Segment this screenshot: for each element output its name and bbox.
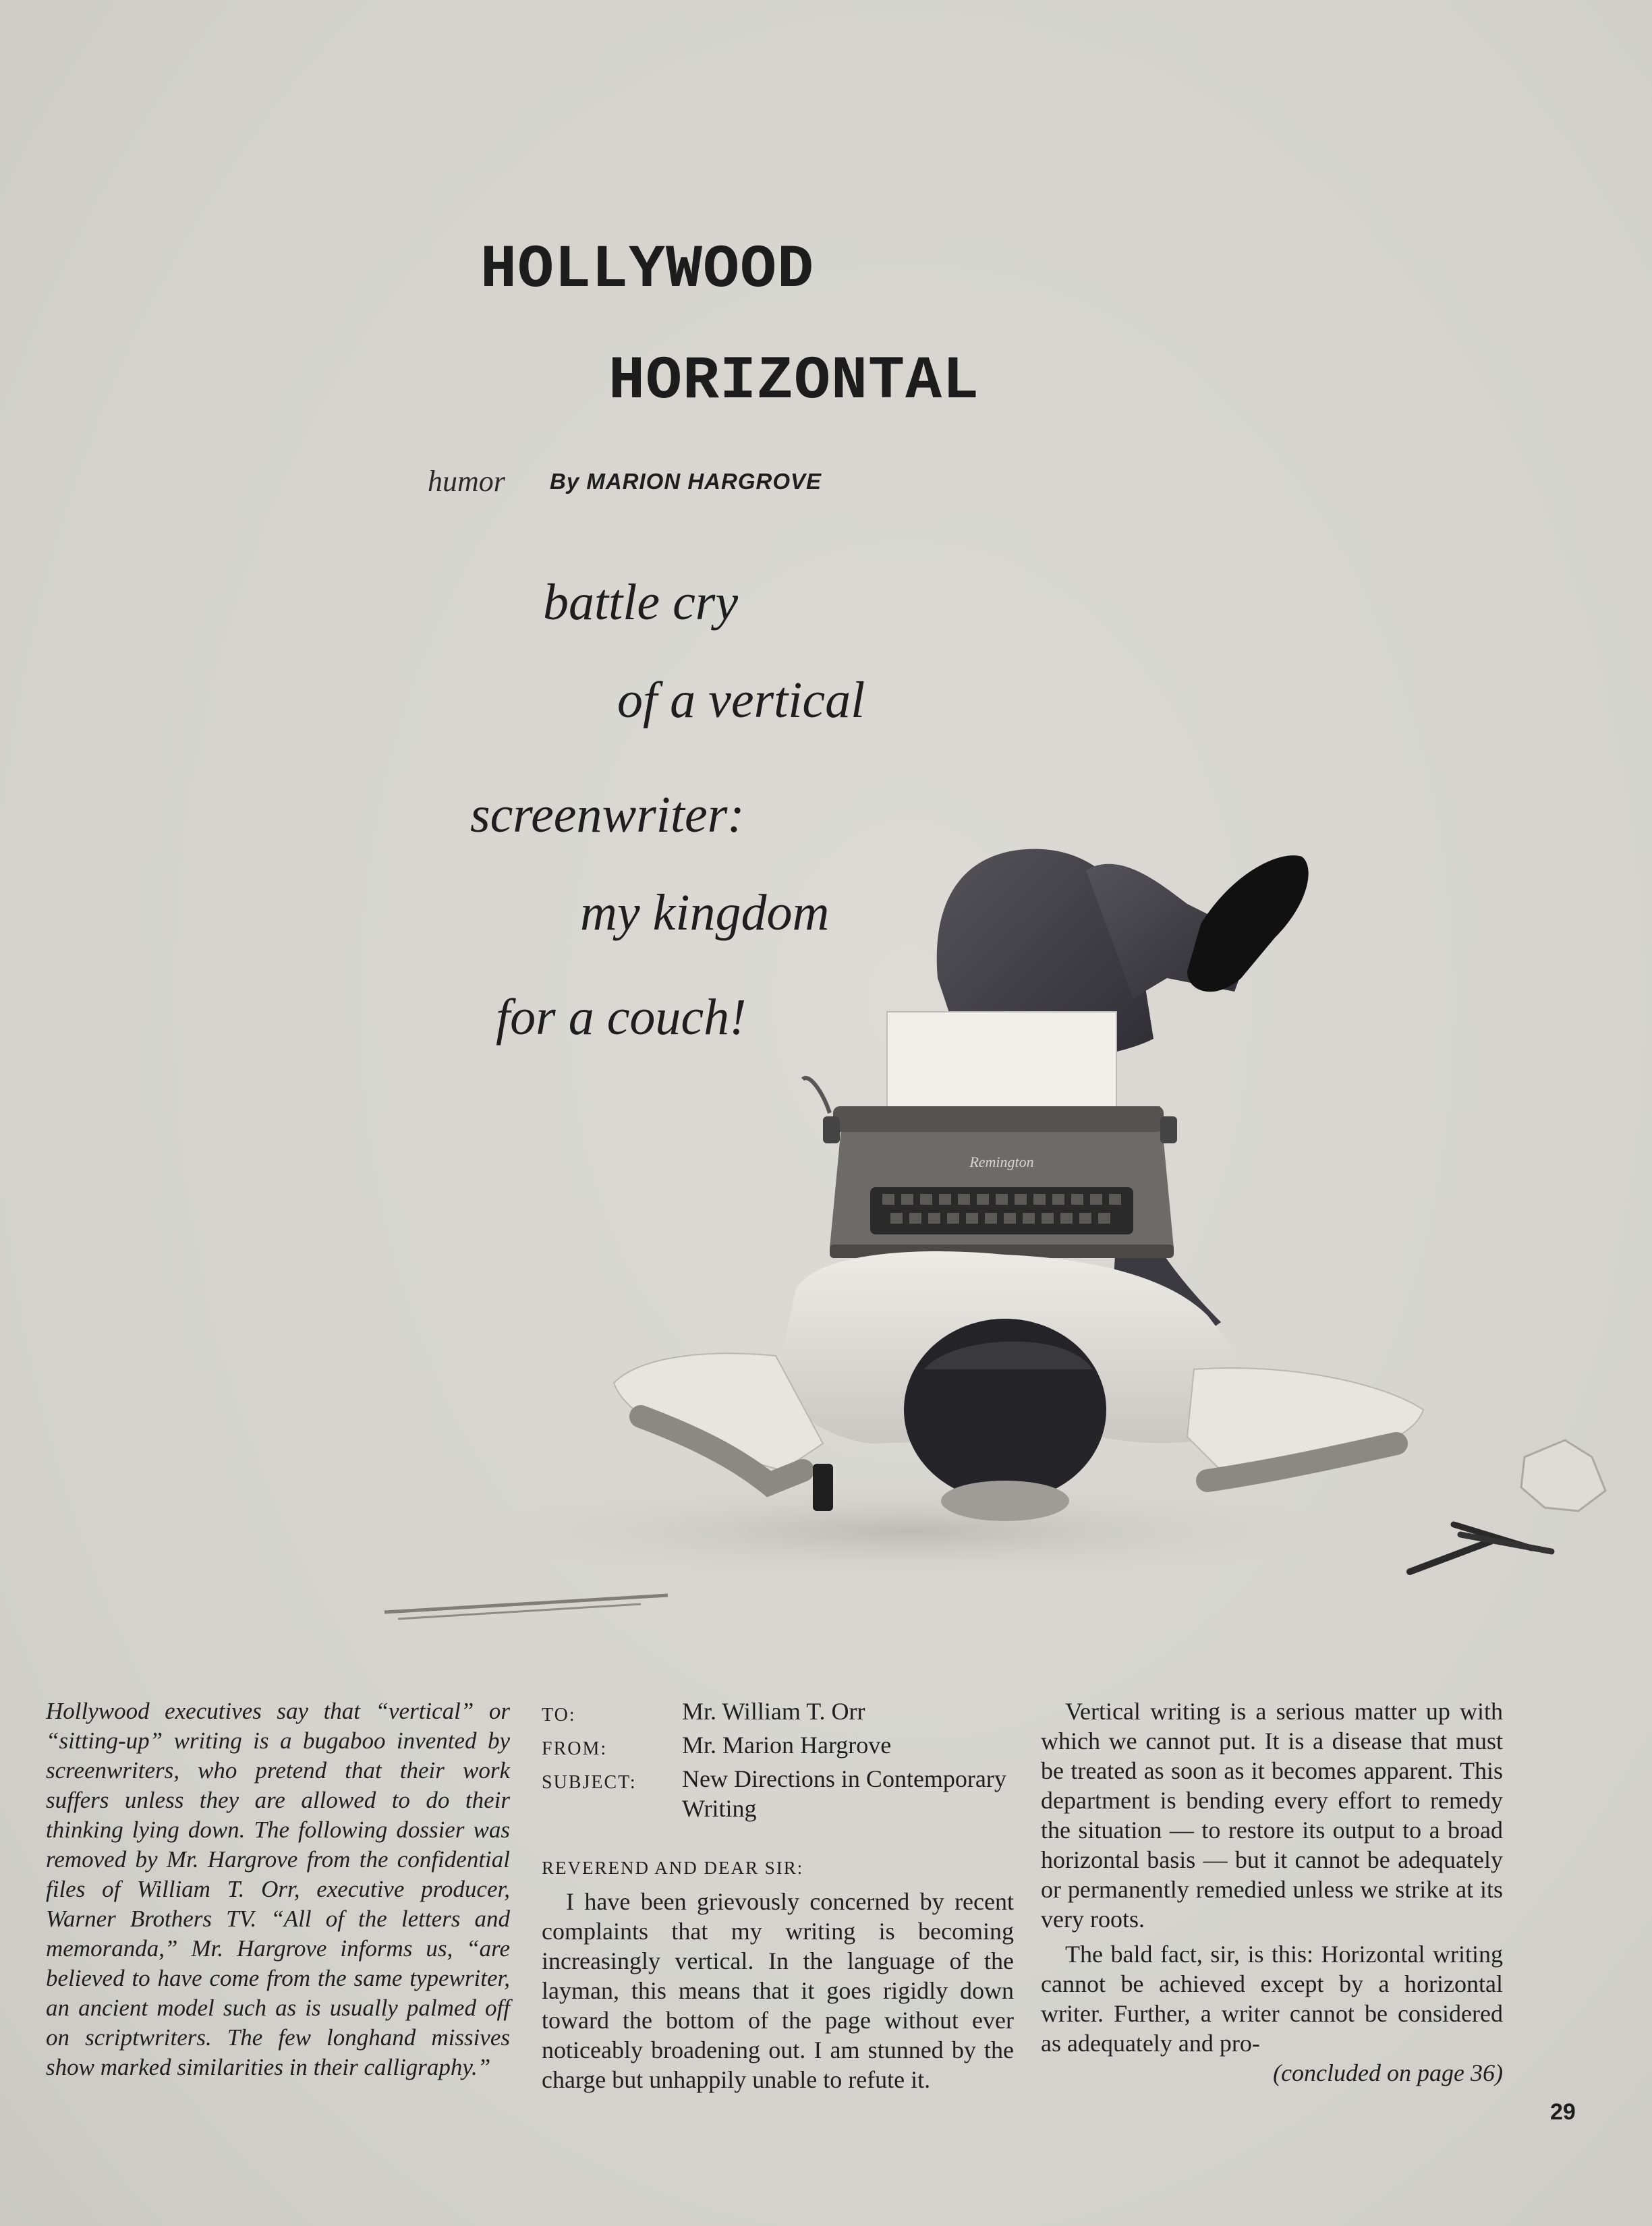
body-paragraph-2: The bald fact, sir, is this: Horizontal writing cannot be achieved except by a horizontal writer. Further, a writer cannot be considered as adequately and pro-	[1041, 1941, 1503, 2057]
memo-to-label: TO:	[542, 1705, 576, 1725]
tagline-line-3: screenwriter:	[470, 787, 745, 843]
body-column-3	[1041, 1696, 1503, 2088]
pencils	[1410, 1524, 1551, 1572]
memo-to-value: Mr. William T. Orr	[682, 1698, 865, 1725]
memo-body: I have been grievously concerned by recent complaints that my writing is becoming increasingly vertical. In the language of the layman, this means that it goes rigidly down toward the bottom of the page without ever noticeably broadening out. I am stunned by the charge but unhappily unable to refute it.	[542, 1888, 1014, 2093]
memo-from-row	[542, 1730, 1014, 1764]
body-paragraph-1: Vertical writing is a serious matter up with which we cannot put. It is a disease that must be treated as soon as it becomes apparent. This department is bending every effort to remedy the situation — to restore its output to a broad horizontal basis — but it cannot be adequately or permanently remedied unless we strike at its very roots.	[1041, 1698, 1503, 1933]
intro-paragraph: Hollywood executives say that “vertical” or “sitting-up” writing is a bugaboo invented by screenwriters, who pretend that their work suffers unless they are allowed to do their thinking lying down. The following dossier was removed by Mr. Hargrove from the confidential files of William T. Orr, executive producer, Warner Brothers TV. “All of the letters and memoranda,” Mr. Hargrove informs us, “are believed to have come from the same typewriter, an ancient model such as is usually palmed off on scriptwriters. The few longhand missives show marked similarities in their calligraphy.”	[46, 1698, 510, 2080]
memo-to-row	[542, 1696, 1014, 1730]
memo-subject-value: New Directions in Contemporary Writing	[682, 1765, 1006, 1822]
typewriter-brand: Remington	[969, 1153, 1034, 1170]
tagline-line-5: for a couch!	[496, 989, 747, 1046]
tagline-line-2: of a vertical	[617, 672, 865, 729]
man-with-typewriter-photo	[358, 776, 1639, 1632]
title-line-2: HORIZONTAL	[608, 347, 980, 416]
memo-subject-row	[542, 1764, 1014, 1823]
continuation-note: (concluded on page 36)	[1273, 2059, 1503, 2086]
tagline-line-1: battle cry	[543, 574, 739, 631]
page-number: 29	[1550, 2099, 1576, 2125]
tagline-line-4: my kingdom	[580, 884, 830, 941]
memo-salutation: REVEREND AND DEAR SIR:	[542, 1858, 804, 1878]
byline: By MARION HARGROVE	[550, 469, 822, 494]
memo-column	[542, 1696, 1014, 2094]
title-line-1: HOLLYWOOD	[480, 236, 815, 305]
section-kicker: humor	[428, 465, 505, 498]
memo-from-label: FROM:	[542, 1738, 608, 1759]
memo-from-value: Mr. Marion Hargrove	[682, 1732, 892, 1759]
memo-subject-label: SUBJECT:	[542, 1772, 637, 1793]
